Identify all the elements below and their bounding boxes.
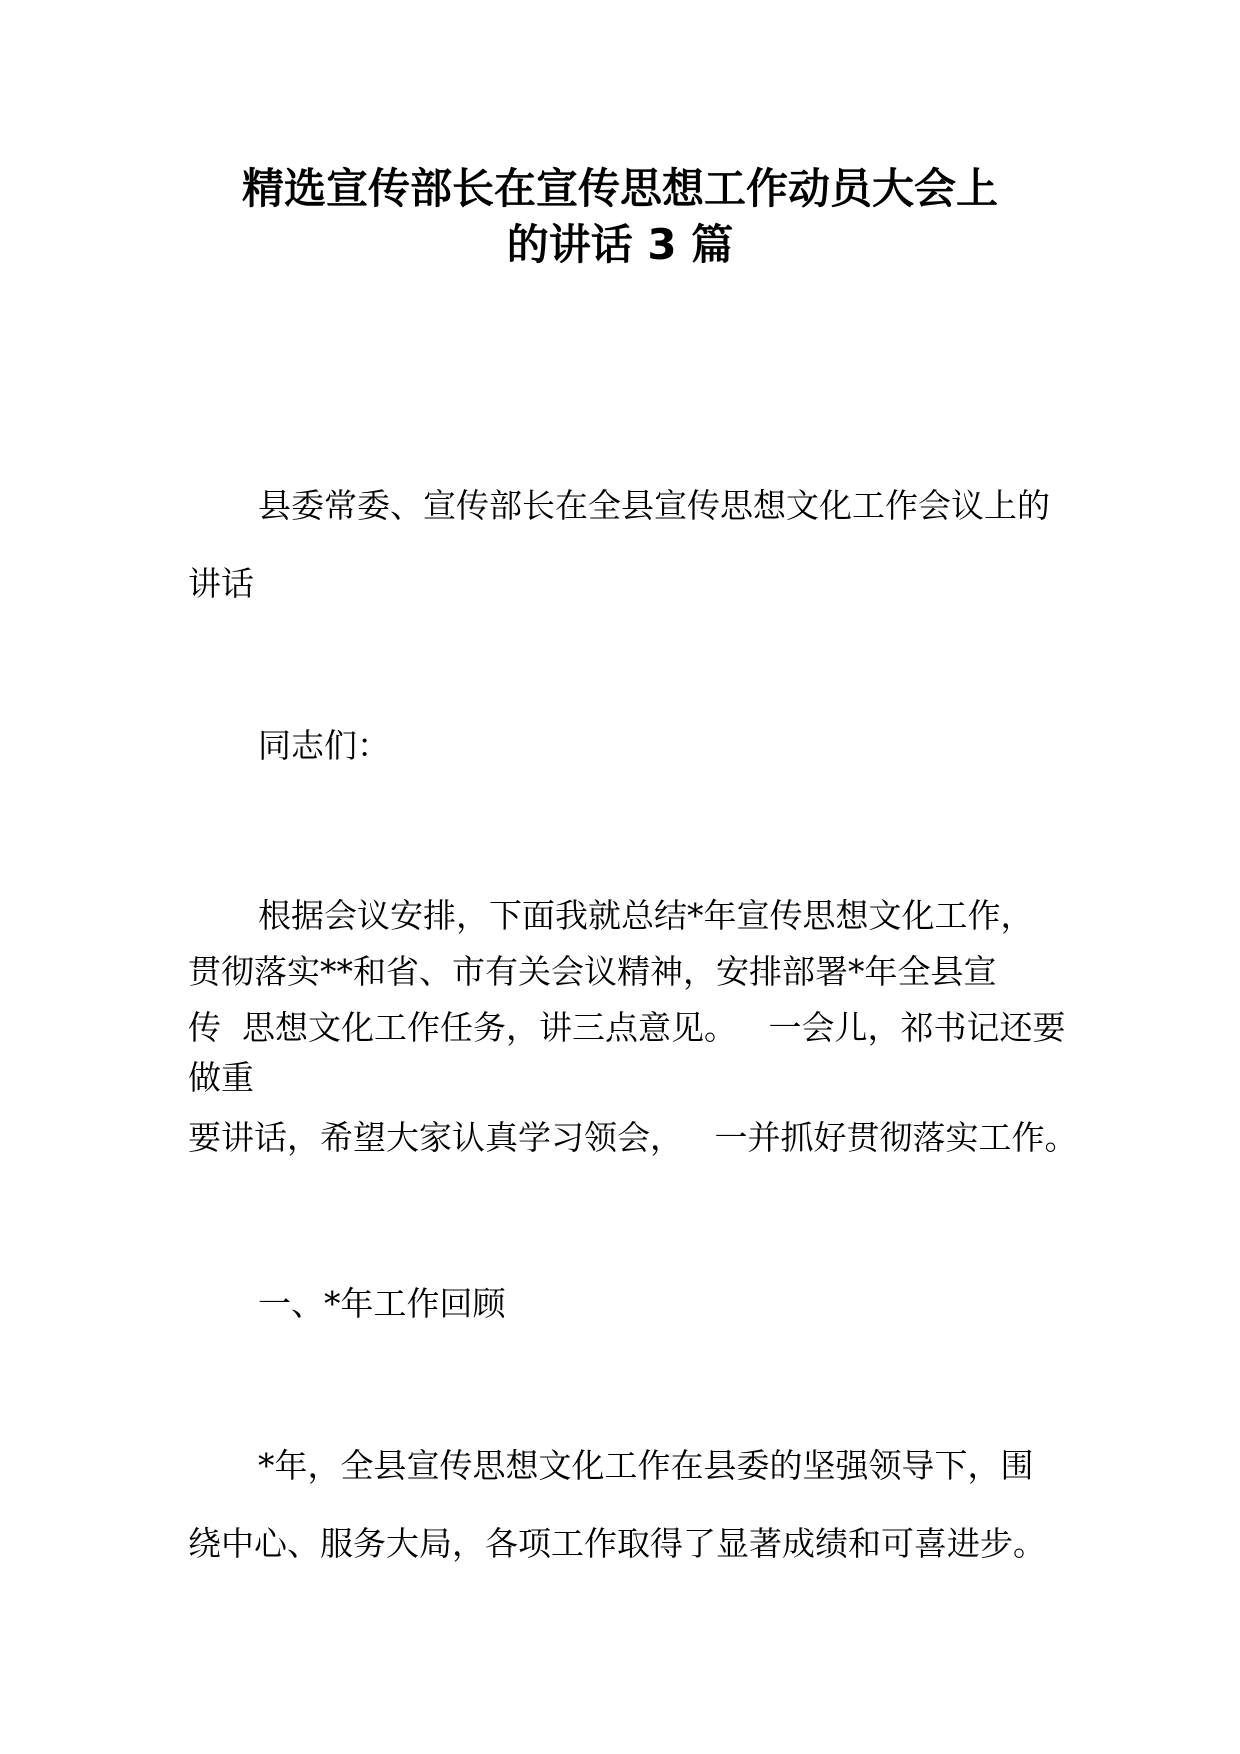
document-title-line-1: 精选宣传部长在宣传思想工作动员大会上 (241, 164, 998, 213)
paragraph-line: 讲话 (188, 564, 254, 603)
paragraph-line: 绕中心、服务大局，各项工作取得了显著成绩和可喜进步。 (188, 1524, 1046, 1563)
paragraph-line: 县委常委、宣传部长在全县宣传思想文化工作会议上的 (258, 486, 1050, 525)
paragraph-line: *年，全县宣传思想文化工作在县委的坚强领导下，围 (258, 1446, 1034, 1485)
section-heading: 一、*年工作回顾 (258, 1284, 506, 1323)
paragraph-line: 做重 (188, 1058, 254, 1097)
salutation: 同志们： (258, 726, 390, 765)
paragraph-line: 根据会议安排，下面我就总结*年宣传思想文化工作， (258, 896, 1034, 935)
paragraph-line: 要讲话，希望大家认真学习领会， 一并抓好贯彻落实工作。 (188, 1118, 1078, 1157)
paragraph-line: 传 思想文化工作任务，讲三点意见。 一会儿，祁书记还要 (188, 1008, 1066, 1047)
paragraph-line: 贯彻落实**和省、市有关会议精神，安排部署*年全县宣 (188, 952, 997, 991)
document-title-line-2: 的讲话 3 篇 (506, 220, 734, 269)
